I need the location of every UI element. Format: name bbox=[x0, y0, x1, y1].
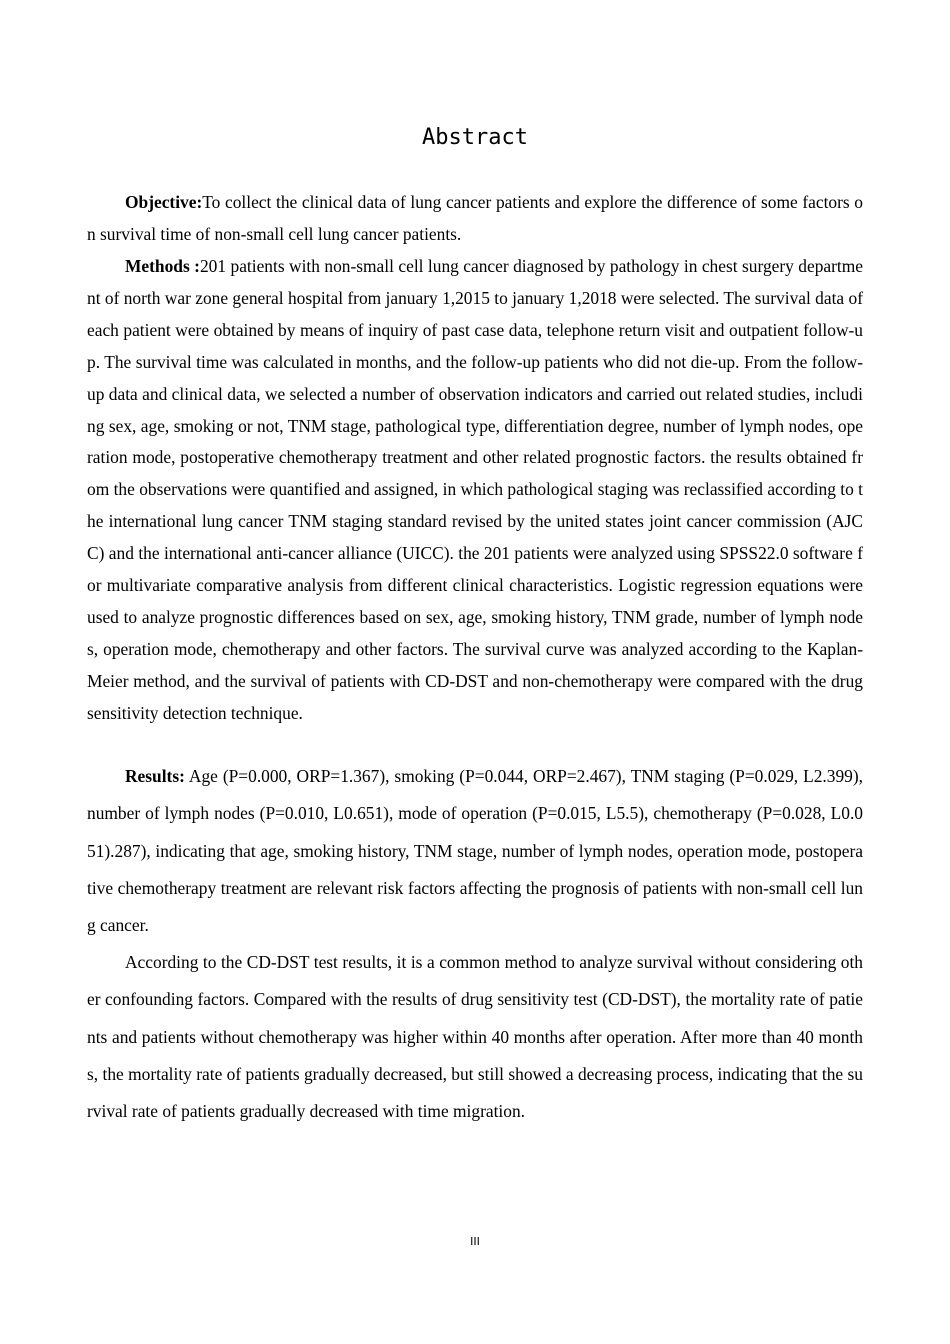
objective-section bbox=[87, 187, 863, 251]
results-text: Age (P=0.000, ORP=1.367), smoking (P=0.044, ORP=2.467), TNM staging (P=0.029, L2.399), number of lymph nodes (P=0.010, L0.651), mode of operation (P=0.015, L5.5), chemotherapy (P=0.028, L0.051).287), indicating that age, smoking history, TNM stage, number of lymph nodes, operation mode, postoperative chemotherapy treatment are relevant risk factors affecting the prognosis of patients with non-small cell lung cancer. bbox=[87, 766, 863, 936]
methods-label: Methods : bbox=[125, 256, 200, 276]
methods-text: 201 patients with non-small cell lung cancer diagnosed by pathology in chest surgery department of north war zone general hospital from january 1,2015 to january 1,2018 were selected. The survival data of each patient were obtained by means of inquiry of past case data, telephone return visit and outpatient follow-up. The survival time was calculated in months, and the follow-up patients who did not die-up. From the follow-up data and clinical data, we selected a number of observation indicators and carried out related studies, including sex, age, smoking or not, TNM stage, pathological type, differentiation degree, number of lymph nodes, operation mode, postoperative chemotherapy treatment and other related prognostic factors. the results obtained from the observations were quantified and assigned, in which pathological staging was reclassified according to the international lung cancer TNM staging standard revised by the united states joint cancer commission (AJCC) and the international anti-cancer alliance (UICC). the 201 patients were analyzed using SPSS22.0 software for multivariate comparative analysis from different clinical characteristics. Logistic regression equations were used to analyze prognostic differences based on sex, age, smoking history, TNM grade, number of lymph nodes, operation mode, chemotherapy and other factors. The survival curve was analyzed according to the Kaplan-Meier method, and the survival of patients with CD-DST and non-chemotherapy were compared with the drug sensitivity detection technique. bbox=[87, 256, 863, 723]
conclusion-section bbox=[87, 944, 863, 1130]
objective-paragraph bbox=[87, 187, 863, 251]
methods-paragraph bbox=[87, 251, 863, 730]
objective-text: To collect the clinical data of lung cancer patients and explore the difference of some factors on survival time of non-small cell lung cancer patients. bbox=[87, 192, 863, 244]
objective-label: Objective: bbox=[125, 192, 203, 212]
results-label: Results: bbox=[125, 766, 185, 786]
conclusion-paragraph: According to the CD-DST test results, it is a common method to analyze survival without considering other confounding factors. Compared with the results of drug sensitivity test (CD-DST), the mortality rate of patients and patients without chemotherapy was higher within 40 months after operation. After more than 40 months, the mortality rate of patients gradually decreased, but still showed a decreasing process, indicating that the survival rate of patients gradually decreased with time migration. bbox=[87, 952, 863, 1122]
results-section bbox=[87, 758, 863, 944]
results-paragraph bbox=[87, 758, 863, 944]
abstract-heading: Abstract bbox=[422, 125, 528, 150]
methods-section bbox=[87, 251, 863, 730]
page-number: III bbox=[470, 1235, 480, 1248]
